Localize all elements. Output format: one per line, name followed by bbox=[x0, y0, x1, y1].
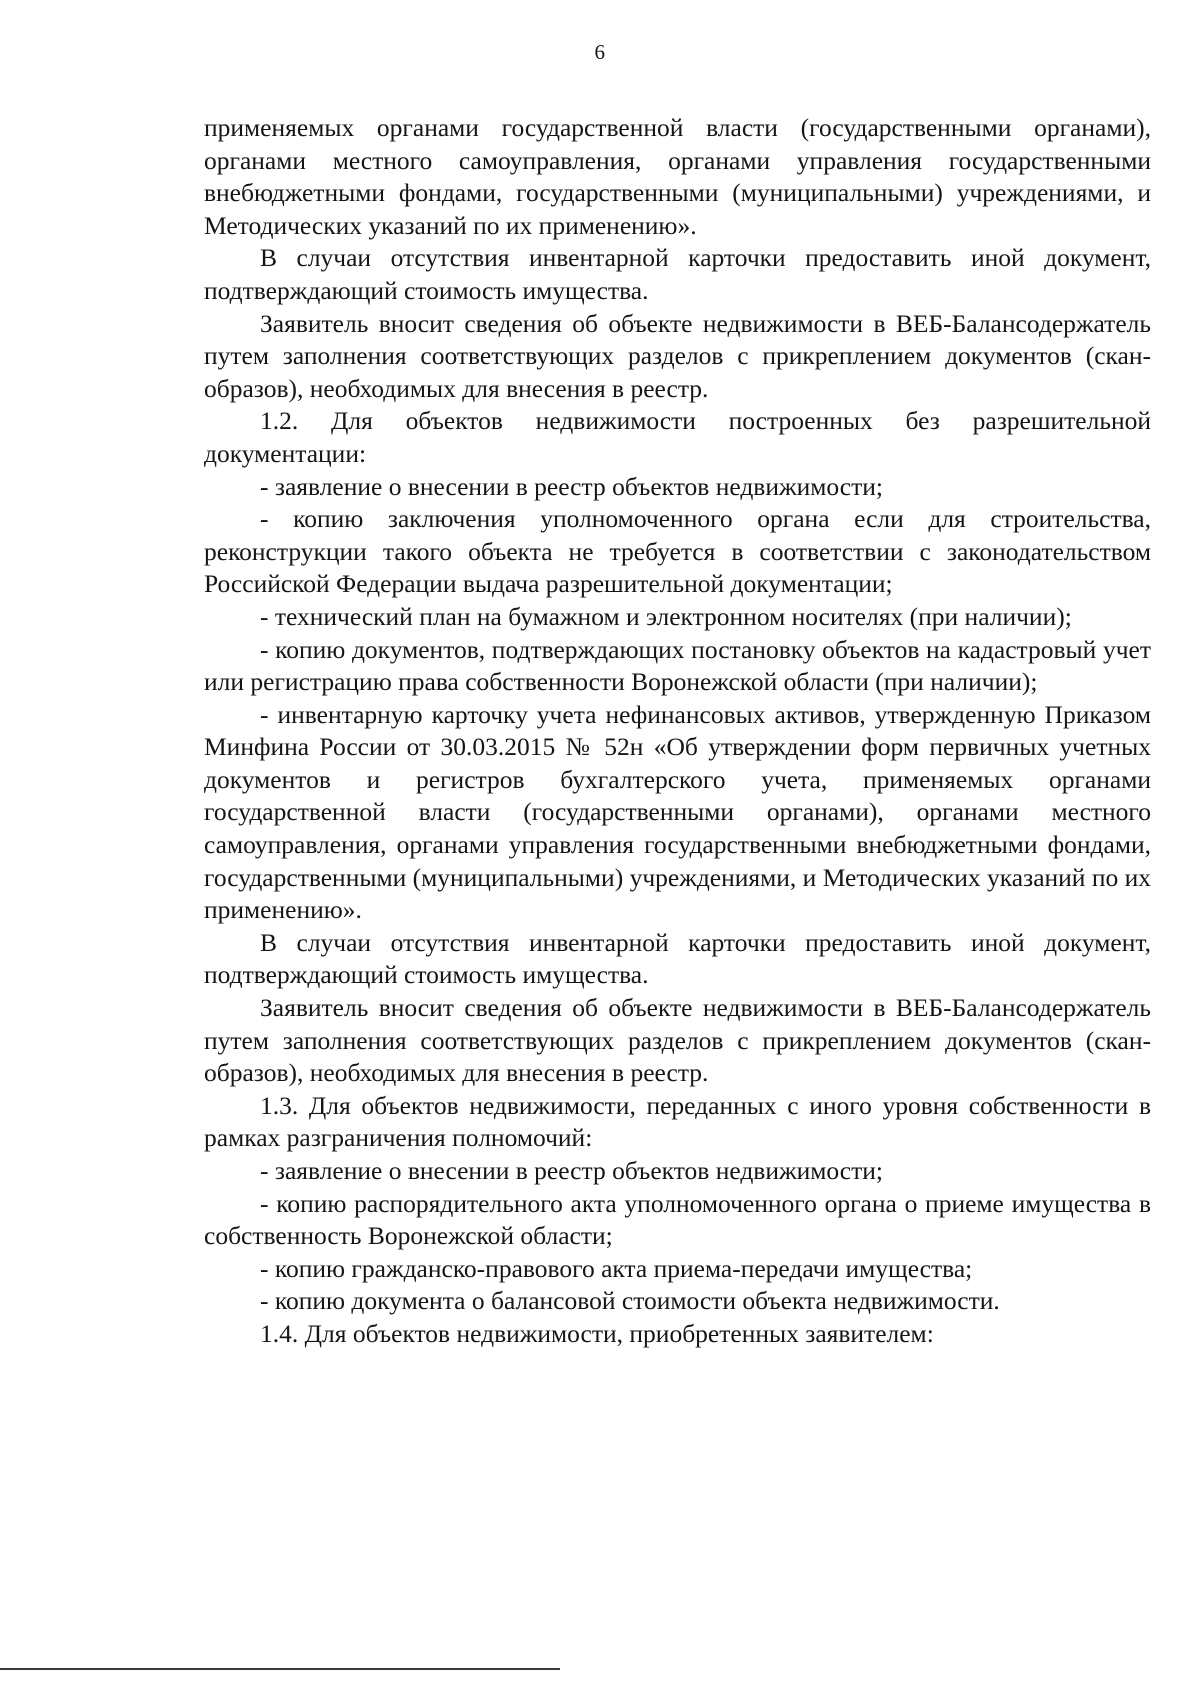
page-number: 6 bbox=[594, 40, 606, 64]
list-item: - копию документов, подтверждающих постановку объектов на кадастровый учет или регистрацию права собственности Воронежской области (при наличии); bbox=[204, 634, 1151, 697]
list-item: - копию распорядительного акта уполномоченного органа о приеме имущества в собственность Воронежской области; bbox=[204, 1188, 1151, 1251]
list-item: - заявление о внесении в реестр объектов недвижимости; bbox=[260, 471, 883, 501]
section-heading-1-2: 1.2. Для объектов недвижимости построенных без разрешительной документации: bbox=[204, 406, 1151, 468]
paragraph: применяемых органами государственной власти (государственными органами), органами местного самоуправления, органами управления государственными внебюджетными фондами, государственными (муниципальными) учреждениями, и Методических указаний по их применению». bbox=[204, 113, 1151, 240]
paragraph: Заявитель вносит сведения об объекте недвижимости в ВЕБ-Балансодержатель путем заполнения соответствующих разделов с прикреплением документов (скан-образов), необходимых для внесения в реестр. bbox=[204, 308, 1151, 403]
section-heading-1-3: 1.3. Для объектов недвижимости, переданных с иного уровня собственности в рамках разграничения полномочий: bbox=[204, 1090, 1151, 1153]
list-item: - копию документа о балансовой стоимости объекта недвижимости. bbox=[260, 1286, 1000, 1316]
list-item: - копию гражданско-правового акта приема-передачи имущества; bbox=[260, 1253, 973, 1283]
document-body bbox=[204, 112, 1151, 1351]
list-item: - заявление о внесении в реестр объектов недвижимости; bbox=[260, 1156, 883, 1185]
paragraph: В случаи отсутствия инвентарной карточки предоставить иной документ, подтверждающий стоимость имущества. bbox=[204, 243, 1151, 305]
paragraph: В случаи отсутствия инвентарной карточки предоставить иной документ, подтверждающий стоимость имущества. bbox=[204, 927, 1151, 990]
list-item: - инвентарную карточку учета нефинансовых активов, утвержденную Приказом Минфина России от 30.03.2015 № 52н «Об утверждении форм первичных учетных документов и регистров бухгалтерского учета, применяемых органами государственной власти (государственными органами), органами местного самоуправления, органами управления государственными внебюджетными фондами, государственными (муниципальными) учреждениями, и Методических указаний по их применению». bbox=[204, 699, 1151, 925]
section-heading-1-4: 1.4. Для объектов недвижимости, приобретенных заявителем: bbox=[260, 1318, 934, 1348]
scan-edge-line bbox=[0, 1668, 560, 1670]
list-item: - технический план на бумажном и электронном носителях (при наличии); bbox=[260, 601, 1072, 631]
list-item: - копию заключения уполномоченного органа если для строительства, реконструкции такого объекта не требуется в соответствии с законодательством Российской Федерации выдача разрешительной документации; bbox=[204, 504, 1151, 599]
paragraph: Заявитель вносит сведения об объекте недвижимости в ВЕБ-Балансодержатель путем заполнения соответствующих разделов с прикреплением документов (скан-образов), необходимых для внесения в реестр. bbox=[204, 993, 1151, 1088]
